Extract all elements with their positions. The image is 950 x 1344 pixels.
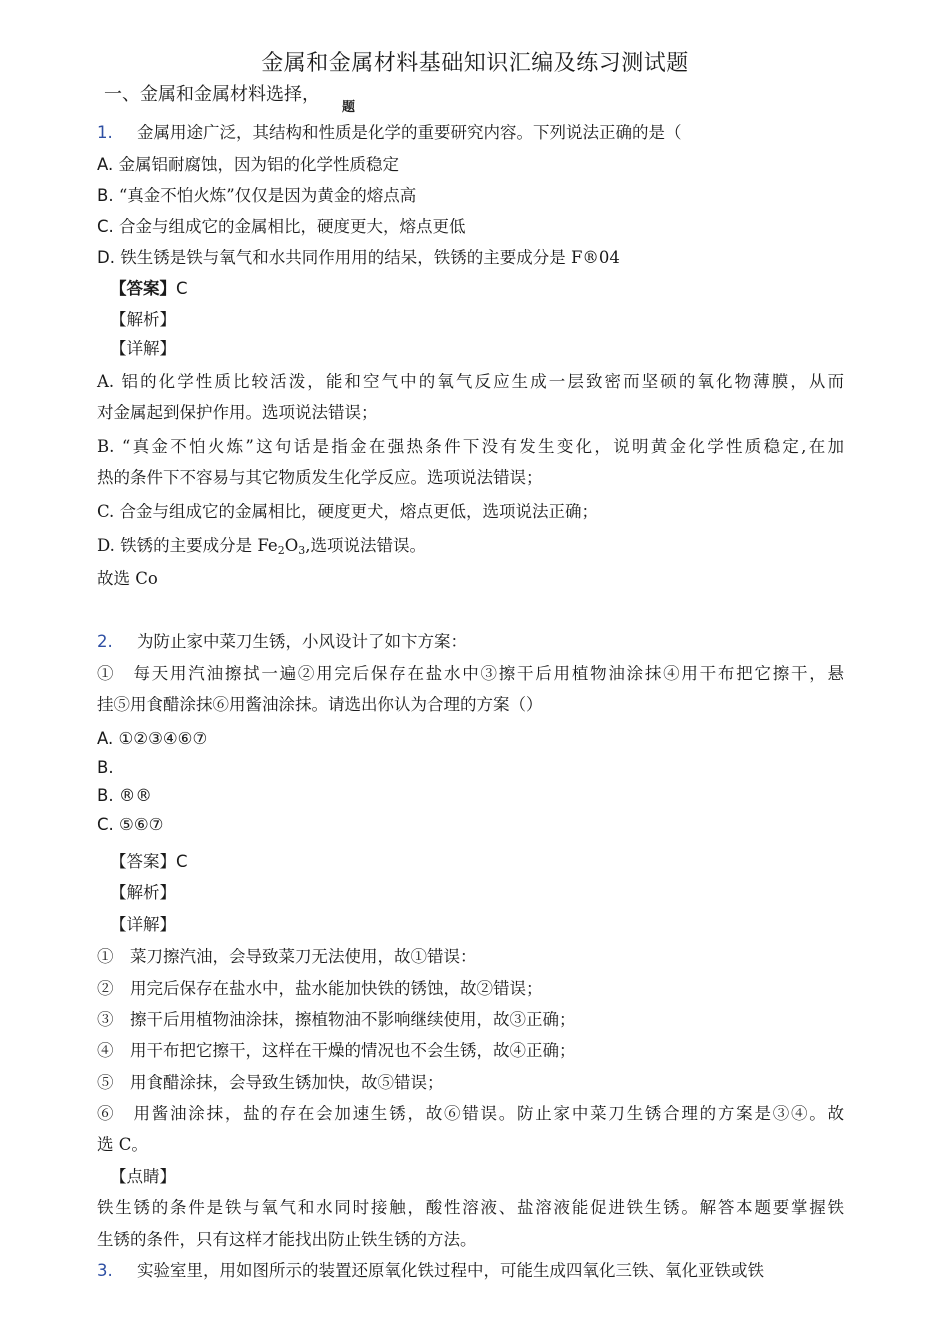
q2-option-a xyxy=(97,728,844,750)
q1-stem: 金属用途广泛，其结构和性质是化学的重要研究内容。下列说法正确的是（ xyxy=(137,123,682,142)
subscript: 3 xyxy=(298,544,306,557)
option-key: A. xyxy=(97,155,114,174)
q1-option-d xyxy=(97,247,844,269)
option-key: A. xyxy=(97,729,114,748)
q3-stem: 实验室里，用如图所示的装置还原氧化铁过程中，可能生成四氧化三铁、氧化亚铁或铁 xyxy=(137,1261,764,1280)
q2-point-label: 【点睛】 xyxy=(110,1167,176,1186)
q2-stem: 为防止家中菜刀生锈，小风设计了如卞方案： xyxy=(137,632,467,651)
q2-option-b xyxy=(97,785,844,807)
q3-number: 3. xyxy=(97,1261,113,1280)
detail-d-text: O xyxy=(284,536,299,555)
option-text: 合金与组成它的金属相比，硬度更大，熔点更低 xyxy=(119,217,466,236)
q2-point-line1: 铁生锈的条件是铁与氧气和水同时接触，酸性溶液、盐溶液能促进铁生锈。解答本题要掌握铁 xyxy=(97,1198,844,1217)
option-key: C. xyxy=(97,217,114,236)
q1-detail-b-line1: B. “真金不怕火炼”这句话是指金在强热条件下没有发生变化，说明黄金化学性质稳定,在加 xyxy=(97,437,844,456)
q2-detail-6-line1: ⑥ 用酱油涂抹，盐的存在会加速生锈，故⑥错误。防止家中菜刀生锈合理的方案是③④。故 xyxy=(97,1104,844,1123)
q2-detail-label: 【详解】 xyxy=(110,915,176,934)
q1-analysis-label: 【解析】 xyxy=(110,310,176,329)
answer-label: 【答案】 xyxy=(110,852,176,871)
q2-answer xyxy=(110,851,844,873)
q2-option-b-empty xyxy=(97,757,844,779)
q2-stem-line2: ① 每天用汽油擦拭一遍②用完后保存在盐水中③擦干后用植物油涂抹④用干布把它擦干，悬 xyxy=(97,664,844,683)
q1-option-c xyxy=(97,216,844,238)
option-key: C. xyxy=(97,815,114,834)
q2-stem-line3: 挂⑤用食醋涂抹⑥用酱油涂抹。请选出你认为合理的方案（） xyxy=(97,695,543,714)
section-heading-mark: 题 xyxy=(342,100,353,115)
document-title: 金属和金属材料基础知识汇编及练习测试题 xyxy=(261,51,689,76)
q2-stem-line xyxy=(97,631,844,653)
q1-answer xyxy=(110,278,844,300)
q1-option-b xyxy=(97,185,844,207)
section-heading: 一、金属和金属材料选择， xyxy=(104,84,320,105)
option-key: B. xyxy=(97,186,114,205)
q1-number: 1. xyxy=(97,123,113,142)
q3-stem-line xyxy=(97,1260,844,1282)
answer-value: C xyxy=(176,279,188,298)
option-text: 铁生锈是铁与氧气和水共同作用用的结呆，铁锈的主要成分是 F®04 xyxy=(120,248,620,267)
q2-option-c xyxy=(97,814,844,836)
detail-d-text: D. 铁锈的主要成分是 Fe xyxy=(97,536,278,555)
subscript: 2 xyxy=(277,544,285,557)
q2-detail-4: ④ 用干布把它擦干，这样在干燥的情况也不会生锈，故④正确； xyxy=(97,1041,576,1060)
q2-detail-5: ⑤ 用食醋涂抹，会导致生锈加快，故⑤错误； xyxy=(97,1073,444,1092)
option-text: ⑤⑥⑦ xyxy=(119,815,164,834)
option-text: “真金不怕火炼”仅仅是因为黄金的熔点高 xyxy=(118,186,417,205)
option-text: 金属铝耐腐蚀，因为铝的化学性质稳定 xyxy=(118,155,399,174)
q2-analysis-label: 【解析】 xyxy=(110,883,176,902)
q1-stem-line xyxy=(97,122,844,144)
option-key: D. xyxy=(97,248,115,267)
q1-detail-a-line2: 对金属起到保护作用。选项说法错误； xyxy=(97,403,378,422)
option-key: B. xyxy=(97,786,114,805)
q2-detail-6-line2: 选 C。 xyxy=(97,1135,148,1154)
option-key: B. xyxy=(97,758,114,777)
q2-number: 2. xyxy=(97,632,113,651)
option-text: ®® xyxy=(118,786,152,805)
answer-label: 【答案】 xyxy=(110,279,176,298)
answer-value: C xyxy=(176,852,188,871)
detail-d-text: ,选项说法错误。 xyxy=(305,536,426,555)
q1-detail-b-line2: 热的条件下不容易与其它物质发生化学反应。选项说法错误； xyxy=(97,468,543,487)
q1-conclusion: 故选 Co xyxy=(97,569,158,588)
q1-detail-label: 【详解】 xyxy=(110,339,176,358)
q2-point-line2: 生锈的条件，只有这样才能找出防止铁生锈的方法。 xyxy=(97,1230,477,1249)
q1-option-a xyxy=(97,154,844,176)
q2-detail-3: ③ 擦干后用植物油涂抹，擦植物油不影响继续使用，故③正确； xyxy=(97,1010,576,1029)
q2-detail-2: ② 用完后保存在盐水中，盐水能加快铁的锈蚀，故②错误； xyxy=(97,979,543,998)
q1-detail-a-line1: A. 铝的化学性质比较活泼，能和空气中的氧气反应生成一层致密而坚硕的氧化物薄膜，从而 xyxy=(97,372,844,391)
option-text: ①②③④⑥⑦ xyxy=(118,729,208,748)
q2-detail-1: ① 菜刀擦汽油，会导致菜刀无法使用，故①错误： xyxy=(97,947,477,966)
q1-detail-c: C. 合金与组成它的金属相比，硬度更犬，熔点更低，选项说法正确； xyxy=(97,502,599,521)
q1-detail-d xyxy=(97,535,844,562)
